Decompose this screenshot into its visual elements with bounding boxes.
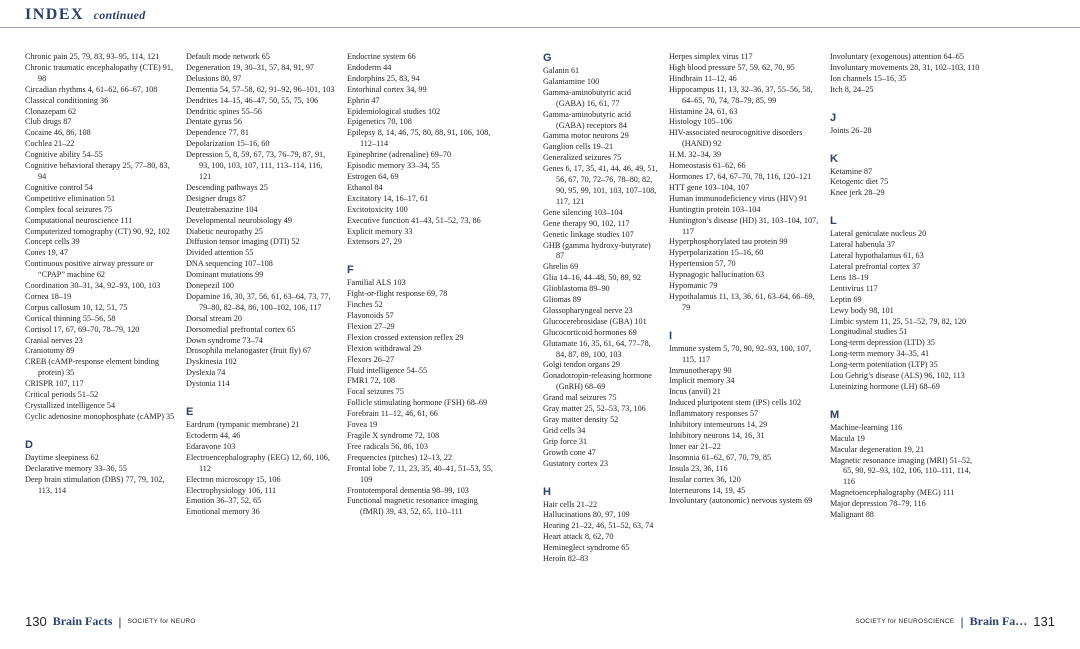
index-entry: Glioblastoma 89–90 [543,284,610,294]
index-entry: Emotion 36–37, 52, 65 [186,496,262,506]
index-entry: Corpus callosum 10, 12, 51, 75 [25,302,128,312]
index-entry: Magnetoencephalography (MEG) 111 [830,488,955,498]
index-entry: Explicit memory 33 [347,226,413,236]
index-entry: Gliomas 89 [543,295,581,305]
index-entry: Genetic linkage studies 107 [543,229,634,239]
index-entry: Endorphins 25, 83, 94 [347,73,420,83]
index-entry: Competitive elimination 51 [25,193,116,203]
index-entry: Implicit memory 34 [669,376,735,386]
index-entry: Inner ear 21–22 [669,441,721,451]
index-entry: Craniotomy 89 [25,346,75,356]
index-entry: Hypomanic 79 [669,281,718,291]
index-entry: Histology 105–106 [669,117,733,127]
index-entry: Endoderm 44 [347,62,392,72]
index-entry: Gonadotropin-releasing hormone (GnRH) 68–69 [543,371,652,392]
index-entry: Gray matter 25, 52–53, 73, 106 [543,404,646,414]
index-entry: Gamma motor neurons 29 [543,131,629,141]
index-entry: Deutetrabenazine 104 [186,204,258,214]
index-entry: Flexors 26–27 [347,354,395,364]
index-entry: Lateral habenula 37 [830,240,896,250]
index-entry: Executive function 41–43, 51–52, 73, 86 [347,215,481,225]
index-entry: Machine-learning 116 [830,422,903,432]
index-entry: Dystonia 114 [186,379,230,389]
index-entry: Ephrin 47 [347,95,380,105]
index-entry: Lentivirus 117 [830,283,878,293]
index-entry: Frequencies (pitches) 12–13, 22 [347,452,453,462]
index-entry: HTT gene 103–104, 107 [669,182,750,192]
index-entry: Epilepsy 8, 14, 46, 75, 80, 88, 91, 106, 108, 112–114 [347,128,491,149]
section-letter: D [25,438,33,451]
index-entry: Ethanol 84 [347,182,383,192]
section-letter: K [830,152,838,165]
index-entry: Electron microscopy 15, 106 [186,474,281,484]
section-letter: I [669,329,673,342]
index-entry: Lou Gehrig’s disease (ALS) 96, 102, 113 [830,371,965,381]
index-entry: Concept cells 39 [25,237,80,247]
index-entry: Cognitive control 54 [25,182,93,192]
index-entry: Hearing 21–22, 46, 51–52, 63, 74 [543,521,654,531]
index-entry: Huntington’s disease (HD) 31, 103–104, 107, 117 [669,215,819,236]
index-entry: Continuous positive airway pressure or “CPAP” machine 62 [25,259,154,280]
index-entry: Dyslexia 74 [186,368,226,378]
index-entry: Hindbrain 11–12, 46 [669,73,737,83]
index-entry: Heart attack 8, 62, 70 [543,532,614,542]
index-entry: Declarative memory 33–36, 55 [25,463,127,473]
index-entry: Endocrine system 66 [347,52,416,61]
index-entry: Critical periods 51–52 [25,390,99,400]
index-entry: Forebrain 11–12, 46, 61, 66 [347,409,438,419]
index-entry: Classical conditioning 36 [25,95,109,105]
index-entry: Gray matter density 52 [543,415,619,424]
index-entry: H.M. 32–34, 39 [669,150,722,160]
index-entry: Flavonoids 57 [347,311,394,321]
index-entry: Coordination 30–31, 34, 92–93, 100, 103 [25,281,161,291]
index-entry: Circadian rhythms 4, 61–62, 66–67, 108 [25,84,158,94]
index-entry: Galantamine 100 [543,76,600,86]
index-entry: Flexion 27–29 [347,321,395,331]
index-entry: Limbic system 11, 25, 51–52, 79, 82, 120 [830,316,967,326]
index-entry: Electroencephalography (EEG) 12, 60, 106, 112 [186,452,330,473]
index-entry: Chronic pain 25, 79, 83, 93–95, 114, 121 [25,52,160,61]
index-entry: Longitudinal studies 51 [830,327,908,337]
index-entry: Crystallized intelligence 54 [25,401,116,410]
continued-label: continued [93,8,146,22]
index-entry: Major depression 78–79, 116 [830,499,926,509]
index-entry: Long-term depression (LTD) 35 [830,338,935,348]
index-entry: Gamma-aminobutyric acid (GABA) 16, 61, 77 [543,87,631,108]
index-entry: Gene silencing 103–104 [543,207,623,217]
index-entry: Inhibitory neurons 14, 16, 31 [669,431,765,440]
index-entry: Dopamine 16, 30, 37, 56, 61, 63–64, 73, 77, 79–80, 82–84, 86, 100–102, 106, 117 [186,291,331,312]
index-entry: Hippocampus 11, 13, 32–36, 37, 55–56, 58, 64–65, 70, 74, 78–79, 85, 99 [669,84,813,105]
index-entry: Epigenetics 70, 108 [347,117,412,127]
index-entry: Itch 8, 24–25 [830,84,874,94]
index-entry: Free radicals 56, 86, 103 [347,441,428,451]
section-letter: E [186,406,194,419]
index-entry: Galanin 61 [543,66,580,75]
index-entry: Dendrites 14–15, 46–47, 50, 55, 75, 106 [186,95,319,105]
index-entry: Glucocerebrosidase (GBA) 101 [543,316,647,326]
index-entry: Gene therapy 90, 102, 117 [543,218,630,228]
section-letter: M [830,408,840,421]
left-society-logo: SOCIETY for NEURO [127,618,196,625]
index-entry: Clonazepam 62 [25,106,77,116]
index-entry: Diffusion tensor imaging (DTI) 52 [186,237,300,247]
right-publication-title: Brain Fa… [969,614,1028,628]
index-entry: Insula 23, 36, 116 [669,463,728,473]
index-entry: Divided attention 55 [186,248,254,258]
index-entry: Hypertension 57, 70 [669,259,736,269]
index-entry: Computational neuroscience 111 [25,215,133,225]
index-entry: Dominant mutations 99 [186,270,264,280]
index-entry: Herpes simplex virus 117 [669,52,753,61]
index-column-5 [669,52,819,602]
index-entry: Glutamate 16, 35, 61, 64, 77–78, 84, 87, 89, 100, 103 [543,338,651,359]
index-entry: Finches 52 [347,300,383,310]
index-entry: Ghrelin 69 [543,262,579,272]
index-entry: Emotional memory 36 [186,507,260,517]
index-entry: Insular cortex 36, 120 [669,474,741,484]
index-entry: Human immunodeficiency virus (HIV) 91 [669,193,808,203]
index-entry: Hyperphosphorylated tau protein 99 [669,237,788,247]
index-entry: Ketogenic diet 75 [830,177,889,187]
index-entry: GHB (gamma hydroxy-butyrate) 87 [543,240,651,261]
footer-separator: | [960,614,964,629]
index-entry: Dyskinesia 102 [186,357,237,367]
index-entry: Lateral prefrontal cortex 37 [830,261,921,271]
index-entry: Gamma-aminobutyric acid (GABA) receptors 84 [543,109,631,130]
index-entry: Dementia 54, 57–58, 62, 91–92, 96–101, 103 [186,84,335,94]
index-entry: Generalized seizures 75 [543,153,622,163]
index-entry: Epinephrine (adrenaline) 69–70 [347,150,452,160]
index-entry: Cornea 18–19 [25,291,72,301]
index-entry: Computerized tomography (CT) 90, 92, 102 [25,226,170,236]
index-entry: Cortisol 17, 67, 69–70, 78–79, 120 [25,324,140,334]
index-entry: Deep brain stimulation (DBS) 77, 79, 102, 113, 114 [25,474,165,495]
index-entry: CRISPR 107, 117 [25,379,84,389]
index-entry: Ion channels 15–16, 35 [830,73,907,83]
index-entry: Ketamine 87 [830,166,873,176]
footer-right [855,614,1055,629]
index-entry: Fovea 19 [347,420,378,430]
index-entry: Leptin 69 [830,294,862,304]
index-entry: Diabetic neuropathy 25 [186,226,263,236]
index-entry: Dorsal stream 20 [186,313,242,323]
index-entry: Edaravone 103 [186,441,236,451]
index-entry: Huntingtin protein 103–104 [669,204,761,214]
index-entry: Hair cells 21–22 [543,499,598,509]
footer-left [25,614,196,629]
index-entry: Descending pathways 25 [186,182,268,192]
index-entry: Immune system 5, 70, 90, 92–93, 100, 107, 115, 117 [669,343,812,364]
left-publication-title: Brain Facts [52,614,113,628]
index-entry: Grid cells 34 [543,425,586,435]
index-entry: Glia 14–16, 44–48, 50, 89, 92 [543,273,642,283]
index-entry: Cyclic adenosine monophosphate (cAMP) 35 [25,411,175,421]
index-entry: Insomnia 61–62, 67, 70, 79, 85 [669,452,772,462]
left-page-number: 130 [25,614,47,629]
index-entry: Flexion crossed extension reflex 29 [347,332,464,342]
index-entry: Eardrum (tympanic membrane) 21 [186,420,300,430]
index-entry: Flexion withdrawal 29 [347,343,422,353]
index-entry: Extensors 27, 29 [347,237,402,247]
index-entry: Excitatory 14, 16–17, 61 [347,193,429,203]
right-society-logo: SOCIETY for NEUROSCIENCE [855,618,955,625]
index-entry: Inhibitory interneurons 14, 29 [669,420,768,430]
index-column-6 [830,52,980,602]
index-column-1 [25,52,175,602]
index-entry: Macular degeneration 19, 21 [830,444,925,454]
index-entry: Genes 6, 17, 35, 41, 44, 46, 49, 51, 56, 67, 70, 72–76, 78–80, 82, 90, 95, 99, 101, 103, 107–108, 117, 121 [543,164,658,206]
index-entry: Dorsomedial prefrontal cortex 65 [186,324,296,334]
index-entry: Lewy body 98, 101 [830,305,894,315]
index-entry: Lens 18–19 [830,272,869,282]
index-entry: Incus (anvil) 21 [669,387,721,397]
index-entry: Lateral hypothalamus 61, 63 [830,251,924,261]
index-entry: Grand mal seizures 75 [543,393,617,403]
index-entry: Delusions 80, 97 [186,73,242,83]
index-entry: Gustatory cortex 23 [543,458,609,468]
index-entry: Electrophysiology 106, 111 [186,485,277,495]
index-entry: Luteinizing hormone (LH) 68–69 [830,381,940,391]
index-entry: Hormones 17, 64, 67–70, 78, 116, 120–121 [669,171,812,181]
section-letter: G [543,52,552,64]
index-entry: Familial ALS 103 [347,278,406,288]
index-entry: Focal seizures 75 [347,387,404,397]
index-entry: Cocaine 46, 86, 108 [25,128,91,138]
index-entry: Entorhinal cortex 34, 99 [347,84,427,94]
index-entry: Default mode network 65 [186,52,270,61]
index-entry: Functional magnetic resonance imaging (fMRI) 39, 43, 52, 65, 110–111 [347,496,478,517]
index-entry: Estrogen 64, 69 [347,171,399,181]
index-column-4 [543,52,658,602]
index-entry: Chronic traumatic encephalopathy (CTE) 91, 98 [25,62,174,83]
index-entry: Down syndrome 73–74 [186,335,263,345]
index-entry: Grip force 31 [543,436,588,446]
index-entry: Histamine 24, 61, 63 [669,106,738,116]
index-entry: Cranial nerves 23 [25,335,83,345]
index-entry: Designer drugs 87 [186,193,247,203]
index-entry: Developmental neurobiology 49 [186,215,292,225]
index-entry: Follicle stimulating hormone (FSH) 68–69 [347,398,488,408]
index-entry: Degeneration 19, 30–31, 57, 84, 91, 97 [186,62,315,72]
index-entry: HIV-associated neurocognitive disorders (HAND) 92 [669,128,803,149]
index-entry: Hypnagogic hallucination 63 [669,270,765,280]
right-page-number: 131 [1033,614,1055,629]
index-entry: Drosophila melanogaster (fruit fly) 67 [186,346,312,356]
index-entry: DNA sequencing 107–108 [186,259,273,269]
index-entry: Growth cone 47 [543,447,596,457]
section-letter: L [830,215,837,228]
index-entry: Involuntary (exogenous) attention 64–65 [830,52,964,61]
index-entry: Cochlea 21–22 [25,139,75,149]
index-entry: Cones 19, 47 [25,248,68,258]
index-entry: Malignant 88 [830,510,874,520]
index-entry: CREB (cAMP-response element binding protein) 35 [25,357,159,378]
index-entry: Ganglion cells 19–21 [543,142,614,152]
index-entry: High blood pressure 57, 59, 62, 70, 95 [669,62,795,72]
index-entry: Joints 26–28 [830,125,872,135]
index-entry: Cognitive behavioral therapy 25, 77–80, 83, 94 [25,161,170,181]
section-letter: J [830,111,837,124]
index-entry: Episodic memory 33–34, 55 [347,161,440,171]
section-letter: F [347,264,354,277]
index-entry: Depression 5, 8, 59, 67, 73, 76–79, 87, 91, 93, 100, 103, 107, 111, 113–114, 116, 121 [186,150,326,181]
index-entry: Heroin 82–83 [543,554,589,564]
index-entry: Long-term memory 34–35, 41 [830,349,930,359]
index-entry: Long-term potentiation (LTP) 35 [830,360,938,370]
index-entry: Epidemiological studies 102 [347,106,441,116]
index-entry: Cortical thinning 55–56, 58 [25,313,116,323]
index-entry: Club drugs 87 [25,117,72,127]
index-entry: Hemineglect syndrome 65 [543,543,630,553]
index-entry: Hypothalamus 11, 13, 36, 61, 63–64, 66–69, 79 [669,291,815,312]
index-columns [25,52,1055,602]
page-header [25,6,146,24]
index-entry: Cognitive ability 54–55 [25,150,103,160]
index-entry: Frontal lobe 7, 11, 23, 35, 40–41, 51–53, 55, 109 [347,463,493,484]
index-entry: Induced pluripotent stem (iPS) cells 102 [669,398,802,408]
index-title: INDEX [25,6,85,23]
footer-separator: | [118,614,122,629]
section-letter: H [543,485,551,498]
index-entry: FMR1 72, 108 [347,376,395,386]
header-rule [0,27,1080,28]
index-entry: Hyperpolarization 15–16, 60 [669,248,764,258]
index-entry: Fragile X syndrome 72, 108 [347,431,440,440]
index-entry: Involuntary movements 28, 31, 102–103, 110 [830,62,980,72]
index-entry: Glucocorticoid hormones 69 [543,327,637,337]
index-entry: Dependence 77, 81 [186,128,249,138]
index-entry: Dendritic spines 55–56 [186,106,262,116]
index-entry: Glossopharyngeal nerve 23 [543,305,633,315]
index-entry: Macula 19 [830,433,865,443]
index-column-2 [186,52,336,602]
index-entry: Depolarization 15–16, 60 [186,139,270,149]
index-entry: Excitotoxicity 100 [347,204,408,214]
index-entry: Ectoderm 44, 46 [186,431,241,440]
index-entry: Daytime sleepiness 62 [25,452,99,462]
index-entry: Magnetic resonance imaging (MRI) 51–52, 65, 90, 92–93, 102, 106, 110–111, 114, 116 [830,455,973,487]
index-entry: Fight-or-flight response 69, 78 [347,289,448,299]
index-entry: Knee jerk 28–29 [830,188,885,198]
index-column-3 [347,52,497,602]
index-entry: Lateral geniculate nucleus 20 [830,229,927,239]
index-entry: Inflammatory responses 57 [669,409,759,419]
index-entry: Homeostasis 61–62, 66 [669,161,746,171]
index-entry: Involuntary (autonomic) nervous system 69 [669,496,813,506]
index-entry: Fluid intelligence 54–55 [347,365,428,375]
index-entry: Donepezil 100 [186,281,234,291]
index-entry: Hallucinations 80, 97, 109 [543,510,630,520]
index-entry: Complex focal seizures 75 [25,204,113,214]
index-entry: Golgi tendon organs 29 [543,360,620,370]
index-entry: Dentate gyrus 56 [186,117,242,127]
index-entry: Frontotemporal dementia 98–99, 103 [347,485,469,495]
index-entry: Immunotherapy 90 [669,365,732,375]
index-entry: Interneurons 14, 19, 45 [669,485,746,495]
